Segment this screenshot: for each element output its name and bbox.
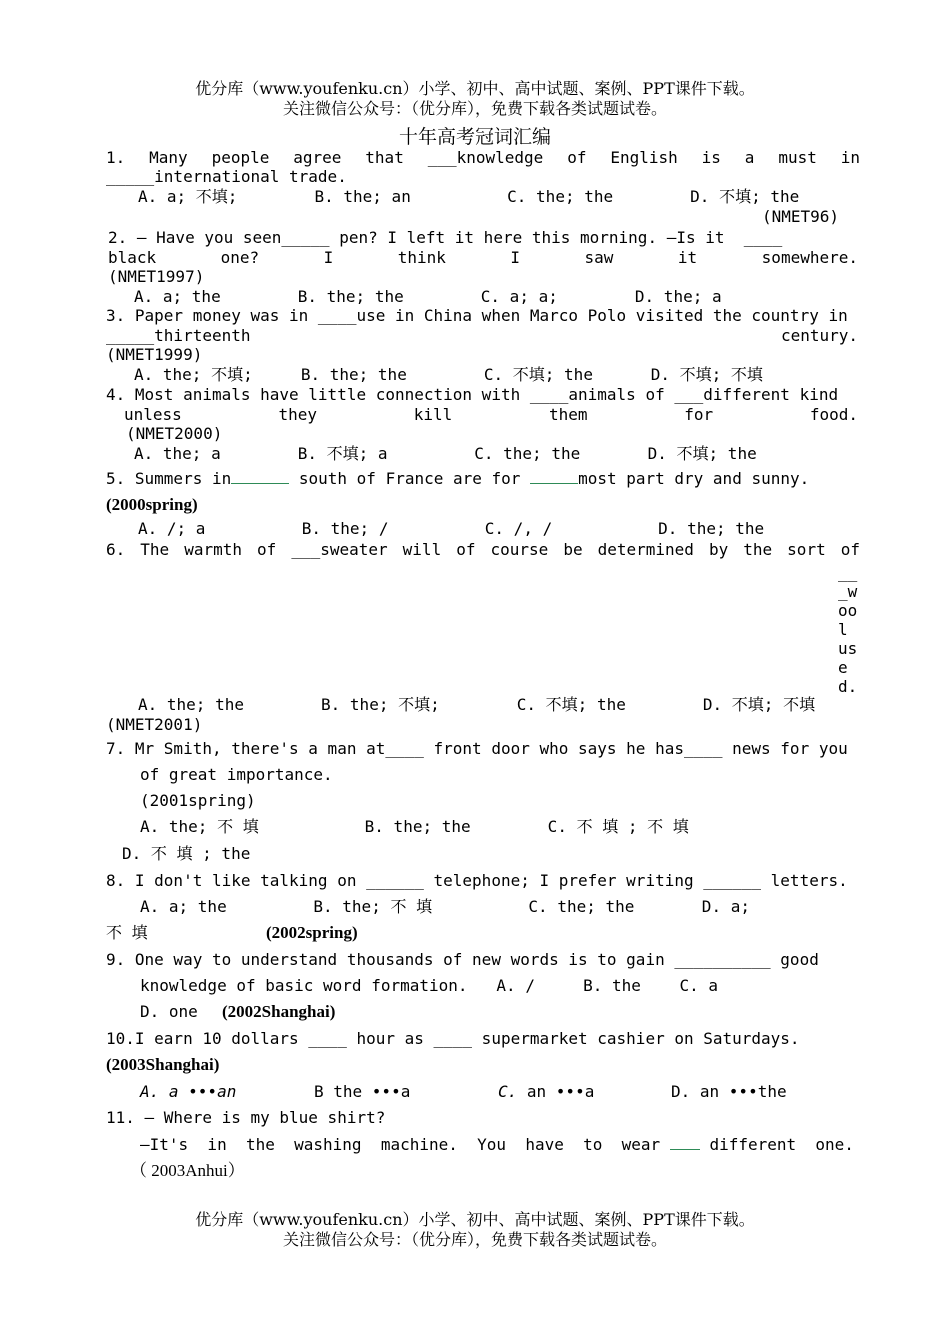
- header-line-1: 优分库（www.youfenku.cn）小学、初中、高中试题、案例、PPT课件下载。: [195, 79, 755, 98]
- header-line-2: 关注微信公众号：（优分库），免费下载各类试题试卷。: [282, 99, 667, 118]
- q11-line-1: 11. — Where is my blue shirt?: [106, 1108, 386, 1127]
- q2-source: (NMET1997): [108, 267, 205, 286]
- q2-options: A. a; the B. the; the C. a; a; D. the; a: [134, 287, 722, 306]
- q8-source: (2002spring): [266, 923, 358, 942]
- q1-options: A. a; 不填; B. the; an C. the; the D. 不填; the: [138, 187, 800, 206]
- q5-part-a: 5. Summers in: [106, 469, 232, 488]
- q5-blank-1: [231, 469, 289, 484]
- q11-source: （ 2003Anhui）: [130, 1161, 245, 1180]
- q3-line-1: 3. Paper money was in ____use in China when Marco Polo visited the country in: [106, 306, 848, 325]
- q5-part-c: most part dry and sunny.: [578, 469, 810, 488]
- q1-line-2: _____international trade.: [106, 167, 347, 186]
- q4-line-1: 4. Most animals have little connection with ____animals of ___different kind: [106, 385, 839, 404]
- q10-option-d: D. an •••the: [671, 1082, 787, 1101]
- q8-line-1: 8. I don't like talking on ______ telephone; I prefer writing ______ letters.: [106, 871, 848, 890]
- q9-line-2: knowledge of basic word formation. A. / B. the C. a: [140, 976, 718, 995]
- q4-options: A. the; a B. 不填; a C. the; the D. 不填; the: [134, 444, 757, 463]
- q6-options: A. the; the B. the; 不填; C. 不填; the D. 不填; 不填: [138, 695, 816, 714]
- q5-line-1: [106, 469, 809, 489]
- q9-source: (2002Shanghai): [222, 1002, 336, 1021]
- q10-source: (2003Shanghai): [106, 1055, 220, 1074]
- q8-option-d-cont: 不 填: [106, 923, 148, 942]
- q11-part-b: different one.: [699, 1135, 854, 1154]
- q10-option-b: B the •••a: [314, 1082, 411, 1101]
- q10-option-c-text: an •••a: [517, 1082, 595, 1101]
- q10-option-a: A. a •••an: [140, 1082, 237, 1101]
- q7-source: (2001spring): [140, 791, 256, 810]
- q4-line-2: unless they kill them for food.: [124, 405, 858, 424]
- q4-source: (NMET2000): [126, 424, 223, 443]
- q5-options: A. /; a B. the; / C. /, / D. the; the: [138, 519, 765, 538]
- q5-part-b: south of France are for: [289, 469, 531, 488]
- q3-options: A. the; 不填; B. the; the C. 不填; the D. 不填; 不填: [134, 365, 763, 384]
- footer-line-1: 优分库（www.youfenku.cn）小学、初中、高中试题、案例、PPT课件下载。: [195, 1210, 755, 1229]
- q1-line-1: 1. Many people agree that ___knowledge of English is a must in: [106, 148, 860, 167]
- q9-line-1: 9. One way to understand thousands of new words is to gain __________ good: [106, 950, 819, 969]
- q3-line-2: _____thirteenth century.: [106, 326, 858, 345]
- q6-line-1: 6. The warmth of ___sweater will of course be determined by the sort of: [106, 540, 860, 559]
- q9-option-d: D. one: [140, 1002, 198, 1021]
- q2-line-1: 2. — Have you seen_____ pen? I left it here this morning. —Is it ____: [108, 228, 783, 247]
- q11-part-a: —It's in the washing machine. You have to wear: [140, 1135, 670, 1154]
- q6-source: (NMET2001): [106, 715, 203, 734]
- q7-option-d: D. 不 填 ; the: [122, 844, 251, 863]
- q5-blank-2: [530, 469, 578, 484]
- q6-wrapped-tail: ___wool used.: [838, 563, 858, 696]
- q11-line-2: [140, 1135, 854, 1155]
- q1-source: (NMET96): [762, 207, 840, 226]
- q7-line-1: 7. Mr Smith, there's a man at____ front door who says he has____ news for you: [106, 739, 848, 758]
- q10-option-c: [498, 1082, 594, 1102]
- page-title: 十年高考冠词汇编: [398, 126, 551, 148]
- q3-source: (NMET1999): [106, 345, 203, 364]
- q11-blank: [670, 1135, 700, 1150]
- q7-line-2: of great importance.: [140, 765, 333, 784]
- q8-options: A. a; the B. the; 不 填 C. the; the D. a;: [140, 897, 750, 916]
- footer-line-2: 关注微信公众号：（优分库），免费下载各类试题试卷。: [282, 1230, 667, 1249]
- q7-options: A. the; 不 填 B. the; the C. 不 填 ; 不 填: [140, 817, 689, 836]
- q10-line-1: 10.I earn 10 dollars ____ hour as ____ supermarket cashier on Saturdays.: [106, 1029, 800, 1048]
- q2-line-2: black one? I think I saw it somewhere.: [108, 248, 858, 267]
- q5-source: (2000spring): [106, 495, 198, 514]
- q10-option-c-letter: C.: [498, 1082, 518, 1101]
